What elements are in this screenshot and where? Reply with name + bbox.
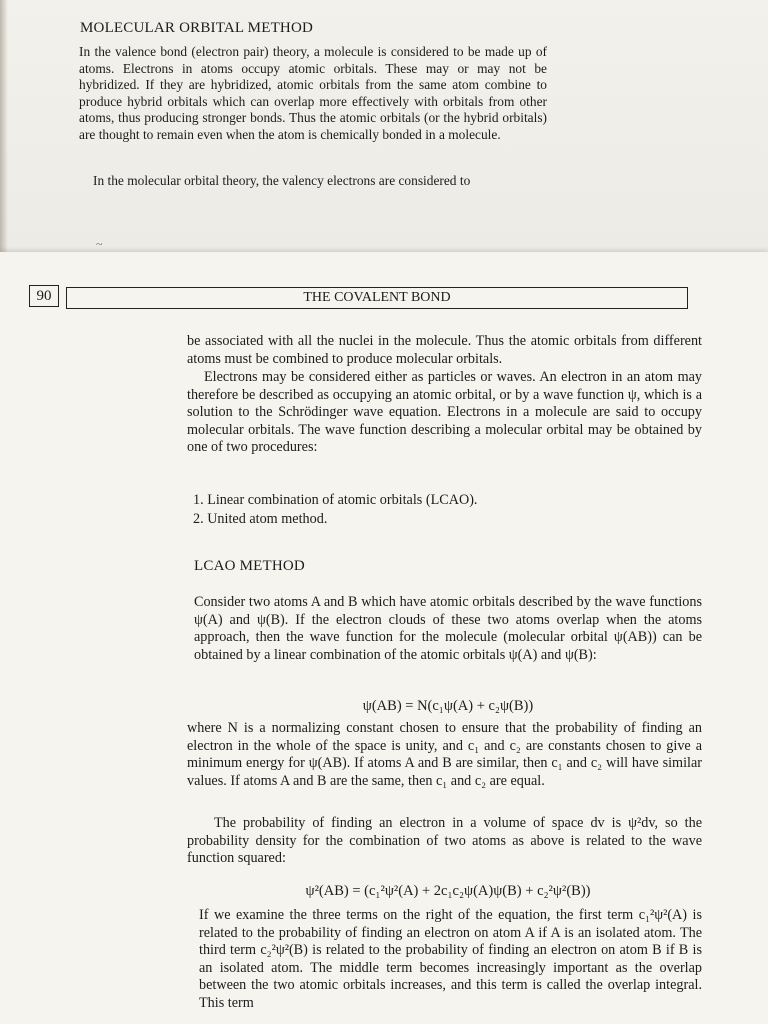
equation-molecular-orbital: ψ(AB) = N(c₁ψ(A) + c₂ψ(B)) [362,698,534,714]
molecular-orbital-paragraph-start: In the molecular orbital theory, the valency electrons are considered to [93,173,471,188]
electrons-paragraph: Electrons may be considered either as particles or waves. An electron in an atom may therefore be described as occupying an atomic orbital, or by a wave function ψ, which is a solution to the Schrödinger wave equation. Electrons in a molecule are said to occupy molecular orbitals. The wave function describing a molecular orbital may be obtained by one of two procedures: [187,369,702,456]
overlap-terms-paragraph: If we examine the three terms on the right of the equation, the first term c₁²ψ²(A) is related to the probability of finding an electron on atom A if A is an isolated atom. The third term c₂²ψ²(B) is related to the probability of finding an electron on atom B if B is an isolated atom. The middle term becomes increasingly important as the overlap between the two atomic orbitals increases, and this term is called the overlap integral. This term [199,907,702,1011]
page-number: 90 [29,285,59,307]
running-header: THE COVALENT BOND [66,287,688,309]
probability-paragraph: The probability of finding an electron in a volume of space dv is ψ²dv, so the probability density for the combination of two atoms as above is related to the wave function squared: [187,815,702,867]
intro-paragraph: be associated with all the nuclei in the molecule. Thus the atomic orbitals from different atoms must be combined to produce molecular orbitals. [187,333,702,367]
list-item: 2. United atom method. [193,511,328,527]
lcao-heading: LCAO METHOD [194,558,305,574]
normalizing-constant-paragraph: where N is a normalizing constant chosen to ensure that the probability of finding an electron in the whole of the space is unity, and c₁ and c₂ are constants chosen to give a minimum energy for ψ(AB). If atoms A and B are similar, then c₁ and c₂ will have similar values. If atoms A and B are the same, then c₁ and c₂ are equal. [187,720,702,789]
equation-probability-density: ψ²(AB) = (c₁²ψ²(A) + 2c₁c₂ψ(A)ψ(B) + c₂²ψ²(B)) [305,883,591,899]
list-item: 1. Linear combination of atomic orbitals (LCAO). [193,492,478,508]
previous-page [0,0,768,252]
lcao-paragraph: Consider two atoms A and B which have atomic orbitals described by the wave functions ψ(A) and ψ(B). If the electron clouds of these two atoms overlap when the atoms approach, then the wave function for the molecule (molecular orbital ψ(AB)) can be obtained by a linear combination of the atomic orbitals ψ(A) and ψ(B): [194,594,702,663]
ink-mark: ~ [96,237,103,251]
valence-bond-paragraph: In the valence bond (electron pair) theory, a molecule is considered to be made up of atoms. Electrons in atoms occupy atomic orbitals. These may or may not be hybridized. If they are hybridized, atomic orbitals from the same atom combine to produce hybrid orbitals which can overlap more effectively with orbitals from other atoms, thus producing stronger bonds. Thus the atomic orbitals (or the hybrid orbitals) are thought to remain even when the atom is chemically bonded in a molecule. [79,44,547,142]
section-heading: MOLECULAR ORBITAL METHOD [80,20,314,36]
